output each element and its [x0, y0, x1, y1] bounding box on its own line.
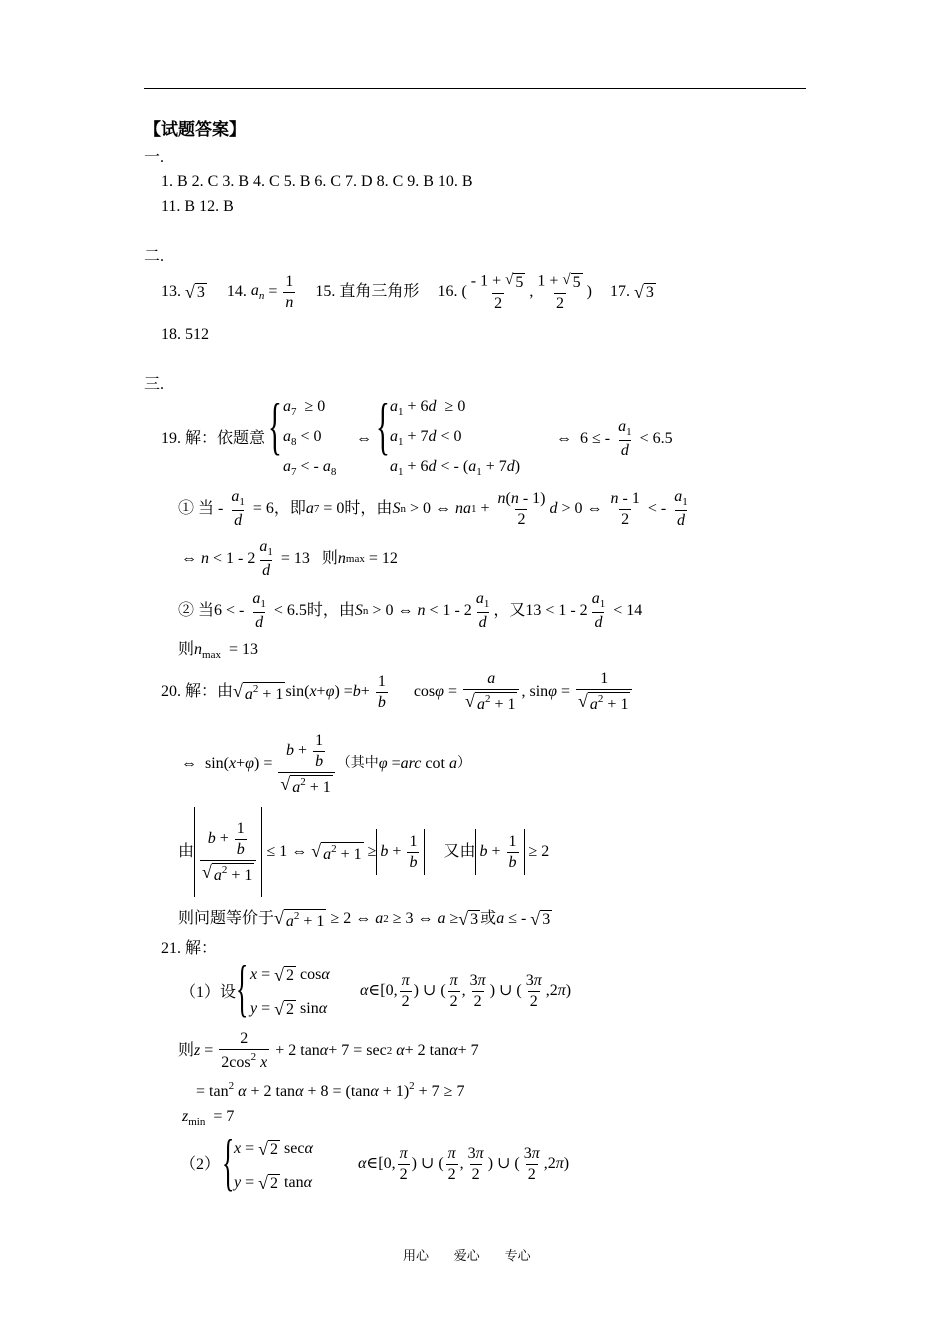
answer-title: 【试题答案】: [144, 120, 246, 140]
q21-label: 21. 解：: [161, 940, 218, 957]
q18: 18. 512: [161, 326, 209, 343]
section-one-label: 一.: [144, 149, 165, 166]
q19-sys1-line3: $a_7$ < - $a_8$: [283, 458, 337, 478]
q19-case1: ① 当 - $\frac{a_1}{d}$ = 6 ，即 a 7 = 0 时，由 S n > 0 ⇔ na 1 + $\frac{n(n - 1)}{2}$ d > 0 ⇔ $\frac{n - 1}{2}$ < - $\frac{a_1}{d}$: [178, 488, 688, 529]
q16-label: 16.: [437, 283, 458, 300]
q19-case2-result: 则$n_{max} = 13$: [178, 641, 258, 661]
q19-sys1-line1: $a_7 \ge 0$: [283, 398, 326, 418]
q17-label: 17.: [609, 283, 630, 300]
q19-case2: ② 当 6 < - $\frac{a_1}{d}$ < 6.5 时，由 S n > 0 ⇔ n < 1 - 2 $\frac{a_1}{d}$ ，又 13 < 1 - 2 $\frac{a_1}{d}$ < 14: [178, 590, 643, 631]
q20-line1: 20. 解：由 √ $a^2 + 1$ sin( x + φ ) = b + $\frac{1}{b}$ cos φ = a √ $a^2 + 1$ , sin φ = 1 √ $a^2 + 1$: [161, 670, 634, 714]
section-one-row2: 11. B 12. B: [161, 198, 234, 215]
q21-brace-2: {: [222, 1126, 235, 1197]
q14-frac: $\frac{1}{n}$: [285, 272, 294, 311]
section-two-row1: 13. √ 3 14. $a_n$ = $\frac{1}{n}$ 15. 直角三角形 16. ( - 1 + √ 5 2 , 1 + √ 5 2 ) 17. √ 3: [161, 271, 654, 312]
sqrt3-13: √ 3: [185, 282, 205, 302]
q19-brace-1: {: [268, 390, 282, 461]
q21-p2-label: （2）: [180, 1156, 221, 1173]
page-footer: 用心 爱心 专心: [403, 1249, 531, 1264]
q20-line3: 由 b + $\frac{1}{b}$ √ $a^2 + 1$ ≤ 1 ⇔ √ $a^2 + 1$ ≥ b + $\frac{1}{b}$ 又由 b + $\frac{1}{b}$ ≥ 2: [178, 806, 549, 898]
q19-brace-2: {: [376, 390, 390, 461]
section-three-label: 三.: [144, 376, 165, 393]
q20-line4: 则问题等价于 √ $a^2 + 1$ ≥ 2 ⇔ a 2 ≥ 3 ⇔ a ≥ √ 3 或 a ≤ - √ 3: [178, 907, 551, 930]
header-rule: [144, 88, 806, 89]
q20-line2: ⇔ sin( x + φ ) = b + $\frac{1}{b}$ √ $a^2 + 1$ （其中 φ = arc cot a ）: [181, 731, 471, 796]
q21-z-line2: = $\tan^2 \alpha + 2$ $\tan\alpha + 8 = (\tan\alpha + 1)^2 + 7 \ge 7$: [196, 1080, 465, 1100]
q19-case1-result: ⇔ n < 1 - 2 $\frac{a_1}{d}$ = 13 则 n max = 12: [181, 538, 398, 579]
q13-label: 13.: [161, 283, 181, 300]
q19-label: 19. 解：依题意: [161, 430, 266, 447]
q21-p1-label: （1）设: [180, 984, 237, 1001]
q16-frac-b: 1 + √ 5 2: [537, 271, 581, 312]
q21-z-line1: 则 z = $\frac{2}{2\cos^2 x}$ + 2 tan α + 7 = sec 2 α + 2 tan α + 7: [178, 1030, 479, 1071]
q21-p1-domain: α ∈[0, $\frac{\pi}{2}$ ) ∪ ( $\frac{\pi}{2}$ , $\frac{3\pi}{2}$ ) ∪ ( $\frac{3\pi}{2}$ ,2 π ): [360, 971, 572, 1010]
q21-p2-domain: α ∈[0, $\frac{\pi}{2}$ ) ∪ ( $\frac{\pi}{2}$ , $\frac{3\pi}{2}$ ) ∪ ( $\frac{3\pi}{2}$ ,2 π ): [358, 1144, 570, 1183]
section-one-row1: 1. B 2. C 3. B 4. C 5. B 6. C 7. D 8. C 9. B 10. B: [161, 173, 473, 190]
q14-label: 14.: [226, 283, 247, 300]
q19-range: ⇔ 6 ≤ - $\frac{a_1}{d}$ < 6.5: [556, 418, 673, 459]
q16-frac-a: - 1 + √ 5 2: [470, 271, 524, 312]
sqrt3-17: √ 3: [633, 282, 654, 302]
q15-label: 15. 直角三角形: [315, 283, 420, 300]
q21-zmin: $z_{min} = 7$: [182, 1108, 235, 1128]
section-two-label: 二.: [144, 248, 165, 265]
q21-brace-1: {: [236, 952, 249, 1023]
q19-sys1-line2: $a_8 < 0$: [283, 428, 322, 448]
